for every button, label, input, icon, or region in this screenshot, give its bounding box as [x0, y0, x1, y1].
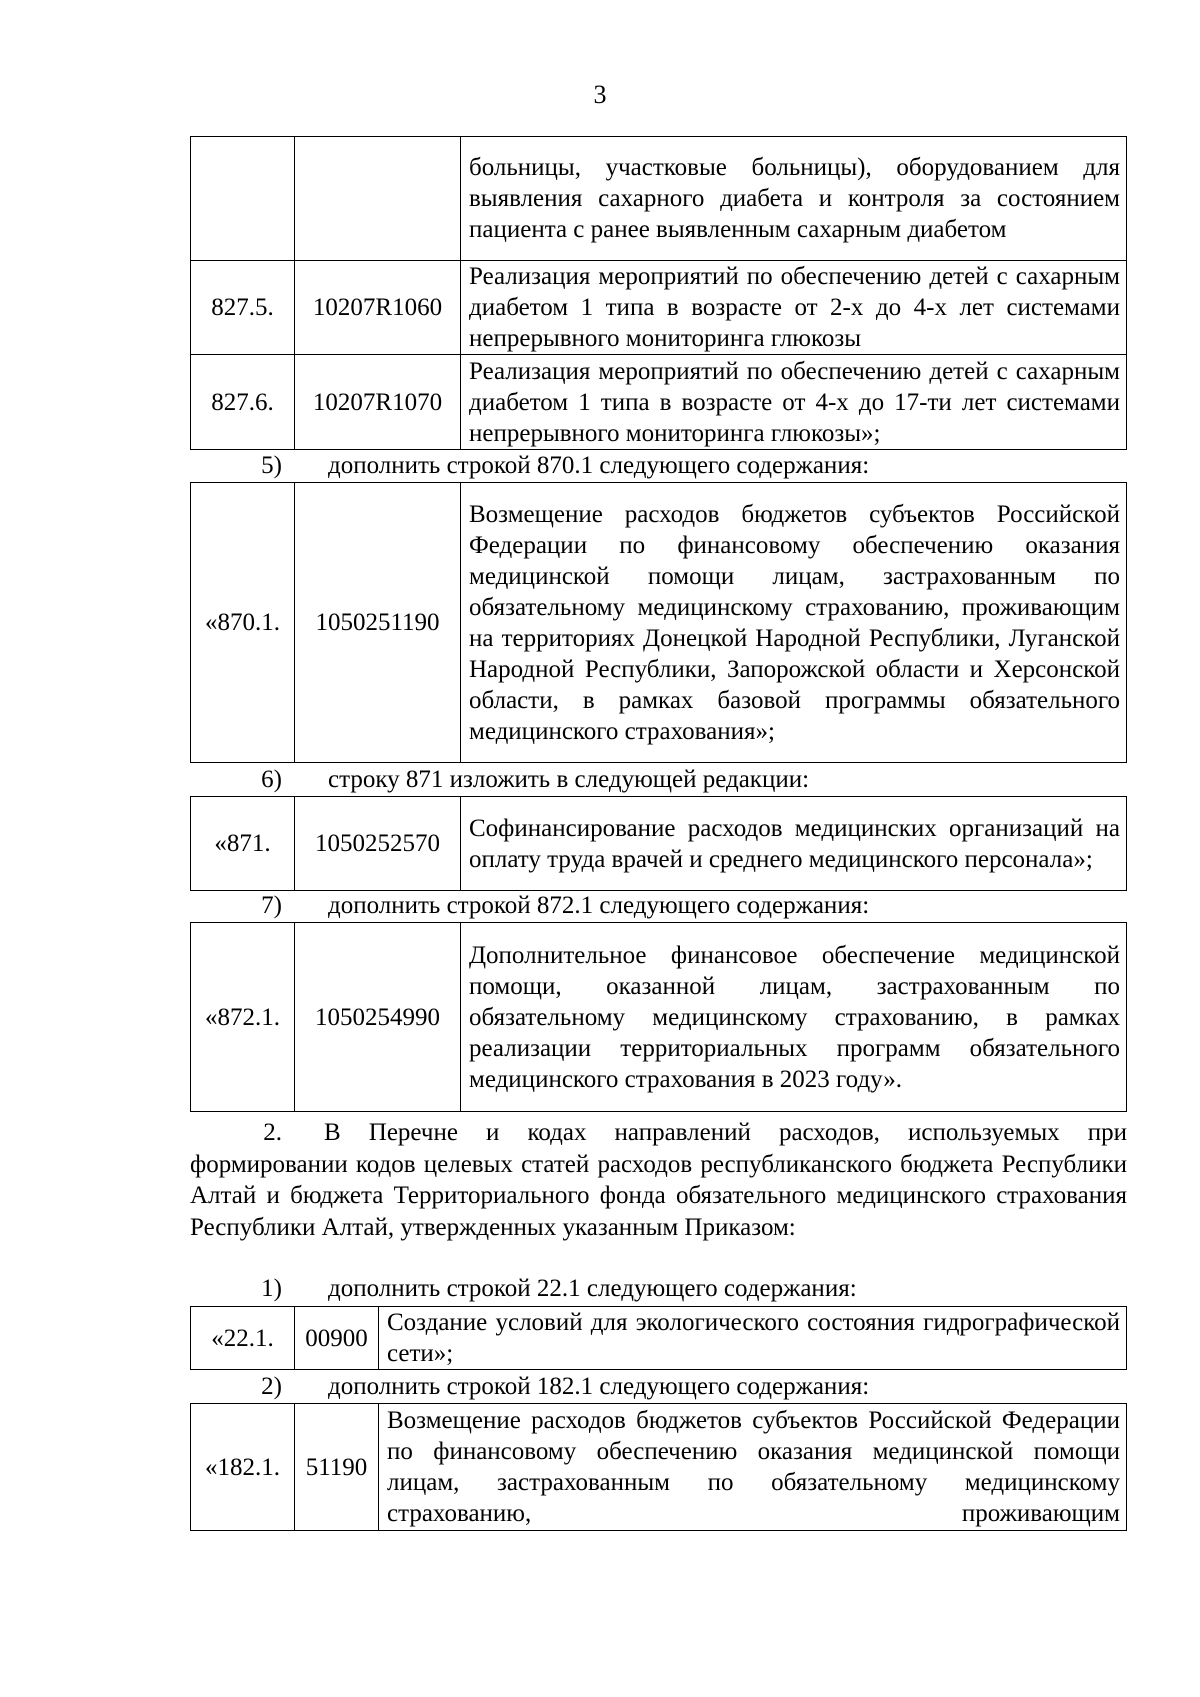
row-text: больницы, участковые больницы), оборудованием для выявления сахарного диабета и контроля за состоянием пациента с ранее выявленным сахарным диабетом: [461, 137, 1127, 261]
table-row: [191, 355, 1127, 450]
row-number: «872.1.: [191, 923, 295, 1112]
table-row: [191, 1307, 1127, 1370]
row-number: 827.5.: [191, 261, 295, 355]
item-text: строку 871 изложить в следующей редакции:: [328, 766, 810, 793]
row-number: «182.1.: [191, 1404, 295, 1531]
table-row: [191, 797, 1127, 891]
row-text: Реализация мероприятий по обеспечению детей с сахарным диабетом 1 типа в возрасте от 4-х до 17-ти лет системами непрерывного мониторинга глюкозы»;: [461, 355, 1127, 450]
item-number: 7): [261, 892, 282, 919]
page-number: 3: [593, 80, 607, 109]
row-number: «870.1.: [191, 483, 295, 763]
codes-table-6: [190, 1403, 1127, 1531]
row-code: 1050254990: [295, 923, 461, 1112]
table-row: [191, 923, 1127, 1112]
row-code: 10207R1060: [295, 261, 461, 355]
item-number: 5): [261, 452, 282, 479]
item-text: дополнить строкой 182.1 следующего содержания:: [328, 1373, 870, 1400]
row-code: 1050252570: [295, 797, 461, 891]
row-code: [295, 137, 461, 261]
paragraph-text: В Перечне и кодах направлений расходов, используемых при формировании кодов целевых статей расходов республиканского бюджета Республики Алтай и бюджета Территориального фонда обязательного медицинского страхования Республики Алтай, утвержденных указанным Приказом:: [190, 1119, 1127, 1241]
row-code: 10207R1070: [295, 355, 461, 450]
row-code: 00900: [295, 1307, 379, 1370]
item-number: 1): [261, 1275, 282, 1302]
item-text: дополнить строкой 872.1 следующего содержания:: [328, 892, 870, 919]
table-row: [191, 1404, 1127, 1531]
row-text: Возмещение расходов бюджетов субъектов Российской Федерации по финансовому обеспечению оказания медицинской помощи лицам, застрахованным по обязательному медицинскому страхованию, проживающим на территориях Донецкой Народной Республики, Луганской Народной Республики, Запорожской области и Херсонской области, в рамках базовой программы обязательного медицинского страхования»;: [461, 483, 1127, 763]
codes-table-3: [190, 796, 1127, 891]
table-row: [191, 261, 1127, 355]
row-number: [191, 137, 295, 261]
list-item: [190, 765, 1127, 795]
row-text: Создание условий для экологического состояния гидрографической сети»;: [379, 1307, 1127, 1370]
row-number: 827.6.: [191, 355, 295, 450]
row-number: «22.1.: [191, 1307, 295, 1370]
list-item: [190, 1274, 1127, 1304]
paragraph-number: 2.: [263, 1119, 282, 1146]
item-number: 2): [261, 1373, 282, 1400]
codes-table-1: [190, 136, 1127, 450]
list-item: [190, 451, 1127, 481]
row-code: 51190: [295, 1404, 379, 1531]
list-item: [190, 1372, 1127, 1402]
item-text: дополнить строкой 22.1 следующего содержания:: [328, 1275, 857, 1302]
item-number: 6): [261, 766, 282, 793]
row-text: Софинансирование расходов медицинских организаций на оплату труда врачей и среднего медицинского персонала»;: [461, 797, 1127, 891]
row-code: 1050251190: [295, 483, 461, 763]
codes-table-2: [190, 482, 1127, 763]
item-text: дополнить строкой 870.1 следующего содержания:: [328, 452, 870, 479]
codes-table-4: [190, 922, 1127, 1112]
row-text: Возмещение расходов бюджетов субъектов Российской Федерации по финансовому обеспечению оказания медицинской помощи лицам, застрахованным по обязательному медицинскому страхованию, проживающим: [379, 1404, 1127, 1531]
table-row: [191, 137, 1127, 261]
table-row: [191, 483, 1127, 763]
row-text: Дополнительное финансовое обеспечение медицинской помощи, оказанной лицам, застрахованным по обязательному медицинскому страхованию, в рамках реализации территориальных программ обязательного медицинского страхования в 2023 году».: [461, 923, 1127, 1112]
row-number: «871.: [191, 797, 295, 891]
codes-table-5: [190, 1306, 1127, 1370]
row-text: Реализация мероприятий по обеспечению детей с сахарным диабетом 1 типа в возрасте от 2-х до 4-х лет системами непрерывного мониторинга глюкозы: [461, 261, 1127, 355]
list-item: [190, 891, 1127, 921]
paragraph-2: [190, 1117, 1127, 1243]
